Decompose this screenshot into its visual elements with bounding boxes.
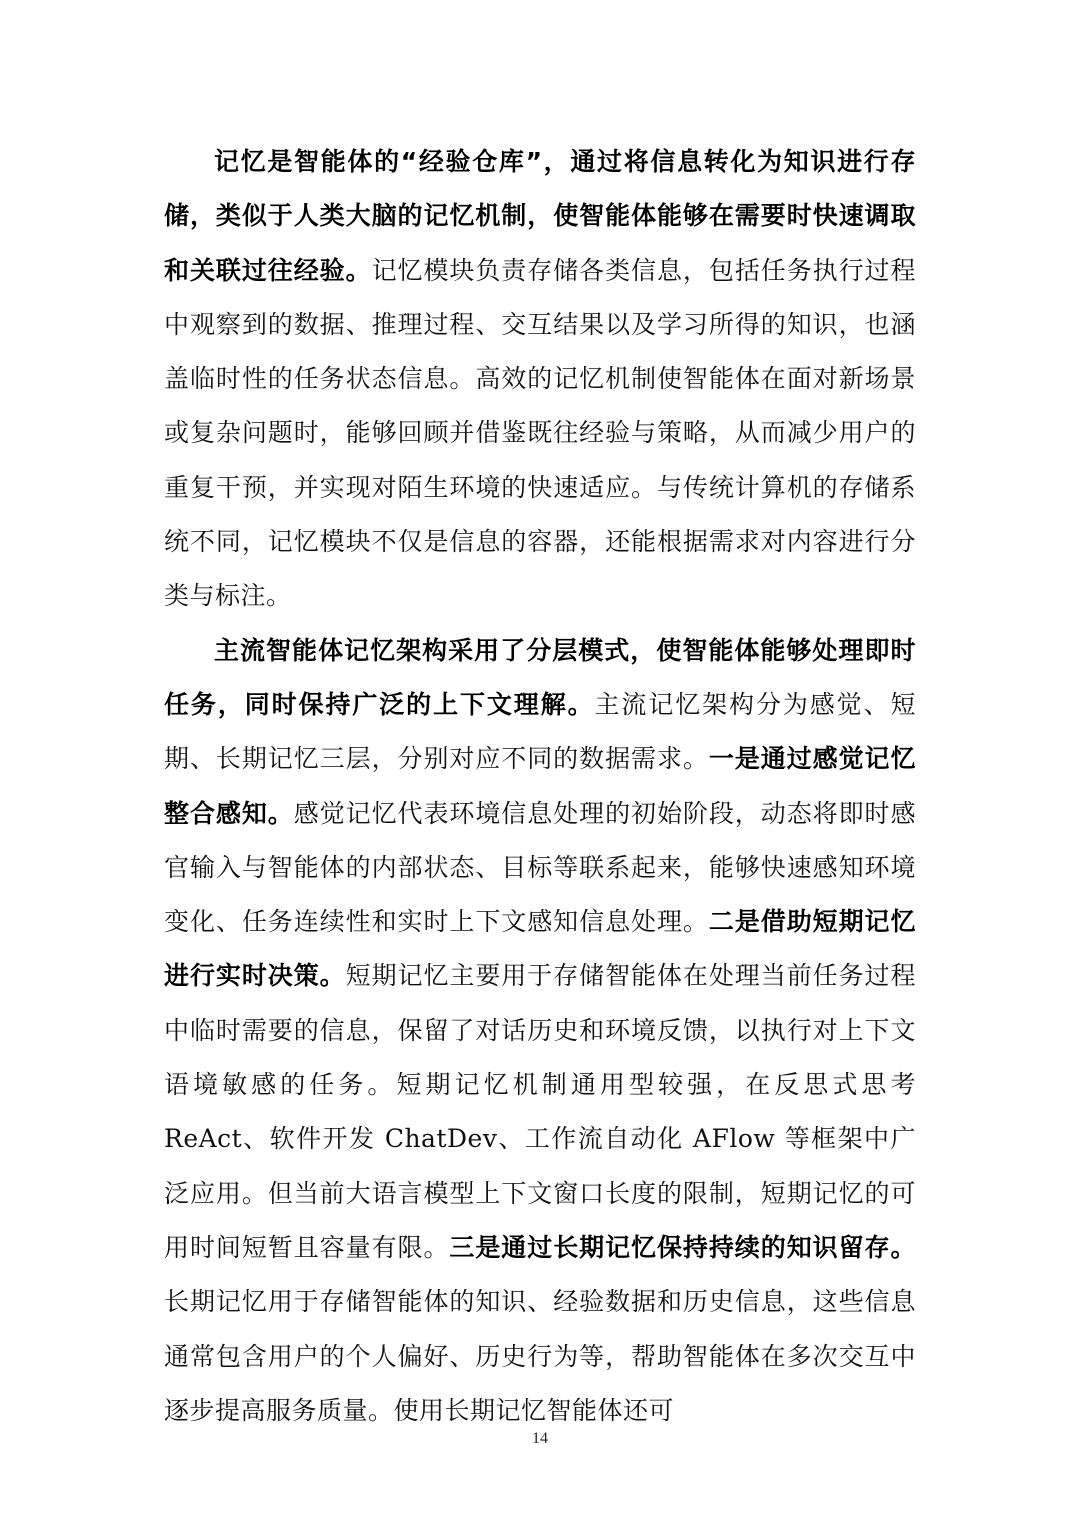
paragraph-memory-warehouse — [164, 135, 916, 624]
bold-sentence: 二是借助短期记忆进行实时决策。 — [164, 907, 916, 991]
bold-sentence: 一是通过感觉记忆整合感知。 — [164, 744, 916, 828]
body-sentence: 短期记忆主要用于存储智能体在处理当前任务过程中临时需要的信息，保留了对话历史和环境反馈，以执行对上下文语境敏感的任务。短期记忆机制通用型较强，在反思式思考 ReAct、软件开发 ChatDev、工作流自动化 AFlow 等框架中广泛应用。但当前大语言模型上下文窗口长度的限制，短期记忆的可用时间短暂且容量有限。 — [164, 961, 916, 1262]
body-text — [164, 135, 916, 1438]
body-sentence: 感觉记忆代表环境信息处理的初始阶段，动态将即时感官输入与智能体的内部状态、目标等联系起来，能够快速感知环境变化、任务连续性和实时上下文感知信息处理。 — [164, 798, 916, 937]
body-sentence: 长期记忆用于存储智能体的知识、经验数据和历史信息，这些信息通常包含用户的个人偏好、历史行为等，帮助智能体在多次交互中逐步提高服务质量。使用长期记忆智能体还可 — [164, 1287, 916, 1425]
bold-sentence: 记忆是智能体的“经验仓库”，通过将信息转化为知识进行存储，类似于人类大脑的记忆机制，使智能体能够在需要时快速调取和关联过往经验。 — [164, 147, 916, 285]
page-number: 14 — [532, 1430, 548, 1447]
paragraph-layered-architecture — [164, 624, 916, 1438]
bold-sentence: 三是通过长期记忆保持持续的知识留存。 — [449, 1232, 916, 1262]
body-sentence: 记忆模块负责存储各类信息，包括任务执行过程中观察到的数据、推理过程、交互结果以及学习所得的知识，也涵盖临时性的任务状态信息。高效的记忆机制使智能体在面对新场景或复杂问题时，能够回顾并借鉴既往经验与策略，从而减少用户的重复干预，并实现对陌生环境的快速适应。与传统计算机的存储系统不同，记忆模块不仅是信息的容器，还能根据需求对内容进行分类与标注。 — [164, 255, 916, 611]
bold-sentence: 主流智能体记忆架构采用了分层模式，使智能体能够处理即时任务，同时保持广泛的上下文理解。 — [164, 635, 916, 719]
body-sentence: 主流记忆架构分为感觉、短期、长期记忆三层，分别对应不同的数据需求。 — [164, 689, 916, 774]
